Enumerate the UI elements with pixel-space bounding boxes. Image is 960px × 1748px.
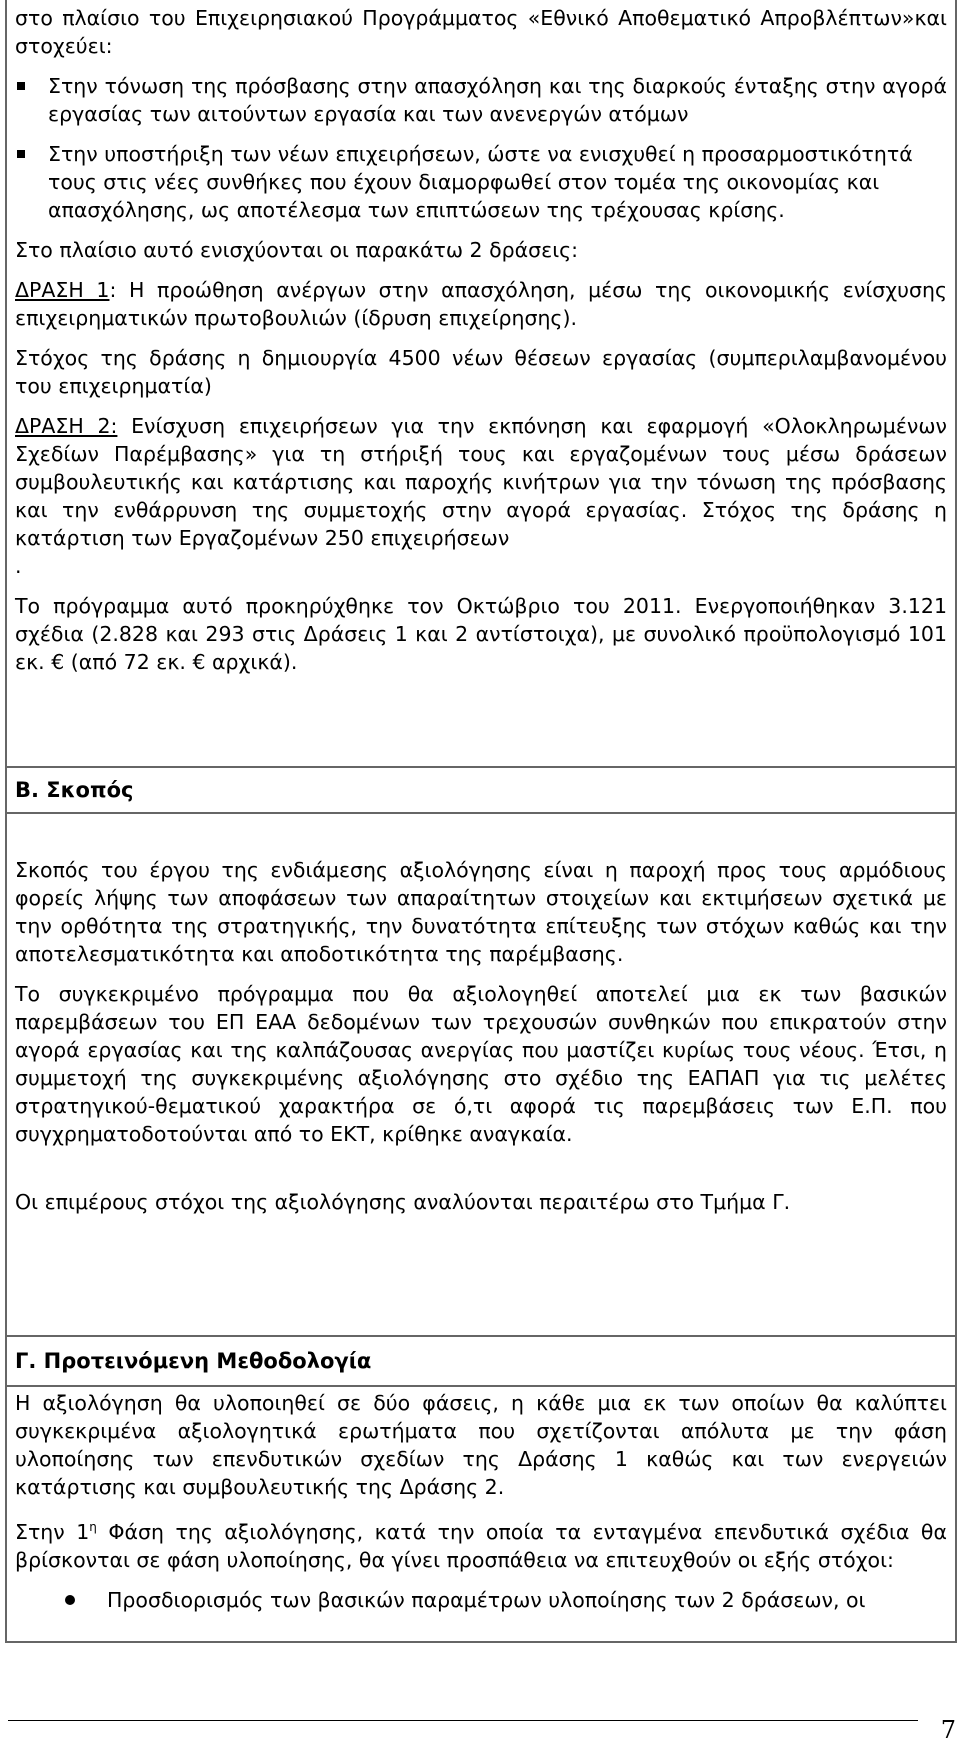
list-item: Προσδιορισμός των βασικών παραμέτρων υλοποίησης των 2 δράσεων, οι [15, 1586, 947, 1614]
page-number: 7 [940, 1716, 956, 1744]
purpose-paragraph-1: Σκοπός του έργου της ενδιάμεσης αξιολόγησης είναι η παροχή προς τους αρμόδιους φορείς λήψης των αποφάσεων των απαραίτητων στοιχείων και εκτιμήσεων σχετικά με την ορθότητα της στρατηγικής, την δυνατότητα επίτευξης των στόχων καθώς και την αποτελεσματικότητα και αποδοτικότητα της παρέμβασης. [15, 858, 947, 966]
square-bullet-icon [17, 150, 25, 158]
action-2: ΔΡΑΣΗ 2: Ενίσχυση επιχειρήσεων για την εκπόνηση και εφαρμογή «Ολοκληρωμένων Σχεδίων Παρέμβασης» για τη στήριξή τους και εργαζομένων τους μέσω δράσεων συμβουλευτικής και κατάρτισης και παροχής κινήτρων για την τόνωση της πρόσβασης και την ενθάρρυνση της συμμετοχής στην αγορά εργασίας. Στόχος της δράσης η κατάρτιση των Εργαζομένων 250 επιχειρήσεων . [15, 414, 947, 578]
actions-intro: Στο πλαίσιο αυτό ενισχύονται οι παρακάτω 2 δράσεις: [15, 238, 579, 262]
section-g-body [5, 1387, 957, 1643]
action-1: ΔΡΑΣΗ 1: Η προώθηση ανέργων στην απασχόληση, μέσω της οικονομικής ενίσχυσης επιχειρηματικών πρωτοβουλιών (ίδρυση επιχείρησης). [15, 278, 947, 330]
action-1-goal: Στόχος της δράσης η δημιουργία 4500 νέων θέσεων εργασίας (συμπεριλαμβανομένου του επιχειρηματία) [15, 346, 947, 398]
methodology-paragraph-1: Η αξιολόγηση θα υλοποιηθεί σε δύο φάσεις, η κάθε μια εκ των οποίων θα καλύπτει συγκεκριμένα αξιολογητικά ερωτήματα που σχετίζονται απόλυτα με την φάση υλοποίησης των επενδυτικών σχεδίων της Δράσης 1 καθώς και των ενεργειών κατάρτισης και συμβουλευτικής της Δράσης 2. [15, 1391, 947, 1499]
footer-divider [8, 1720, 918, 1721]
list-item: Στην τόνωση της πρόσβασης στην απασχόληση και της διαρκούς ένταξης στην αγορά εργασίας των αιτούντων εργασία και των ανενεργών ατόμων [15, 72, 947, 128]
section-g-header [5, 1337, 957, 1387]
program-paragraph: Το πρόγραμμα αυτό προκηρύχθηκε τον Οκτώβριο του 2011. Ενεργοποιήθηκαν 3.121 σχέδια (2.828 και 293 στις Δράσεις 1 και 2 αντίστοιχα), με συνολικό προϋπολογισμό 101 εκ. € (από 72 εκ. € αρχικά). [15, 594, 947, 674]
methodology-paragraph-2: Στην $1^\eta$ Φάση της αξιολόγησης, κατά την οποία τα ενταγμένα επενδυτικά σχέδια θα βρίσκονται σε φάση υλοποίησης, θα γίνει προσπάθεια να επιτευχθούν οι εξής στόχοι: [15, 1519, 947, 1572]
section-intro [5, 0, 957, 768]
square-bullet-icon [17, 82, 25, 90]
section-b-title: Β. Σκοπός [15, 778, 134, 802]
section-b-header [5, 768, 957, 814]
section-b-body [5, 814, 957, 1337]
intro-paragraph: στο πλαίσιο του Επιχειρησιακού Προγράμματος «Εθνικό Αποθεματικό Απροβλέπτων»και στοχεύει: [15, 6, 947, 58]
action-2-label: ΔΡΑΣΗ 2: [15, 414, 118, 438]
round-bullet-icon [65, 1595, 75, 1605]
list-item: Στην υποστήριξη των νέων επιχειρήσεων, ώστε να ενισχυθεί η προσαρμοστικότητά τους στις νέες συνθήκες που έχουν διαμορφωθεί στον τομέα της οικονομίας και απασχόλησης, ως αποτέλεσμα των επιπτώσεων της τρέχουσας κρίσης. [15, 140, 947, 224]
purpose-paragraph-2: Το συγκεκριμένο πρόγραμμα που θα αξιολογηθεί αποτελεί μια εκ των βασικών παρεμβάσεων του ΕΠ ΕΑΑ δεδομένων των τρεχουσών συνθηκών που επικρατούν στην αγορά εργασίας και της καλπάζουσας ανεργίας που μαστίζει κυρίως τους νέους. Έτσι, η συμμετοχή της συγκεκριμένης αξιολόγησης στο σχέδιο της ΕΑΠΑΠ για τις μελέτες στρατηγικού-θεματικού χαρακτήρα σε ό,τι αφορά τις παρεμβάσεις των Ε.Π. που συγχρηματοδοτούνται από το ΕΚΤ, κρίθηκε αναγκαία. [15, 982, 947, 1146]
action-1-label: ΔΡΑΣΗ 1 [15, 278, 110, 302]
purpose-paragraph-3: Οι επιμέρους στόχοι της αξιολόγησης αναλύονται περαιτέρω στο Τμήμα Γ. [15, 1190, 791, 1214]
section-g-title: Γ. Προτεινόμενη Μεθοδολογία [15, 1349, 372, 1373]
